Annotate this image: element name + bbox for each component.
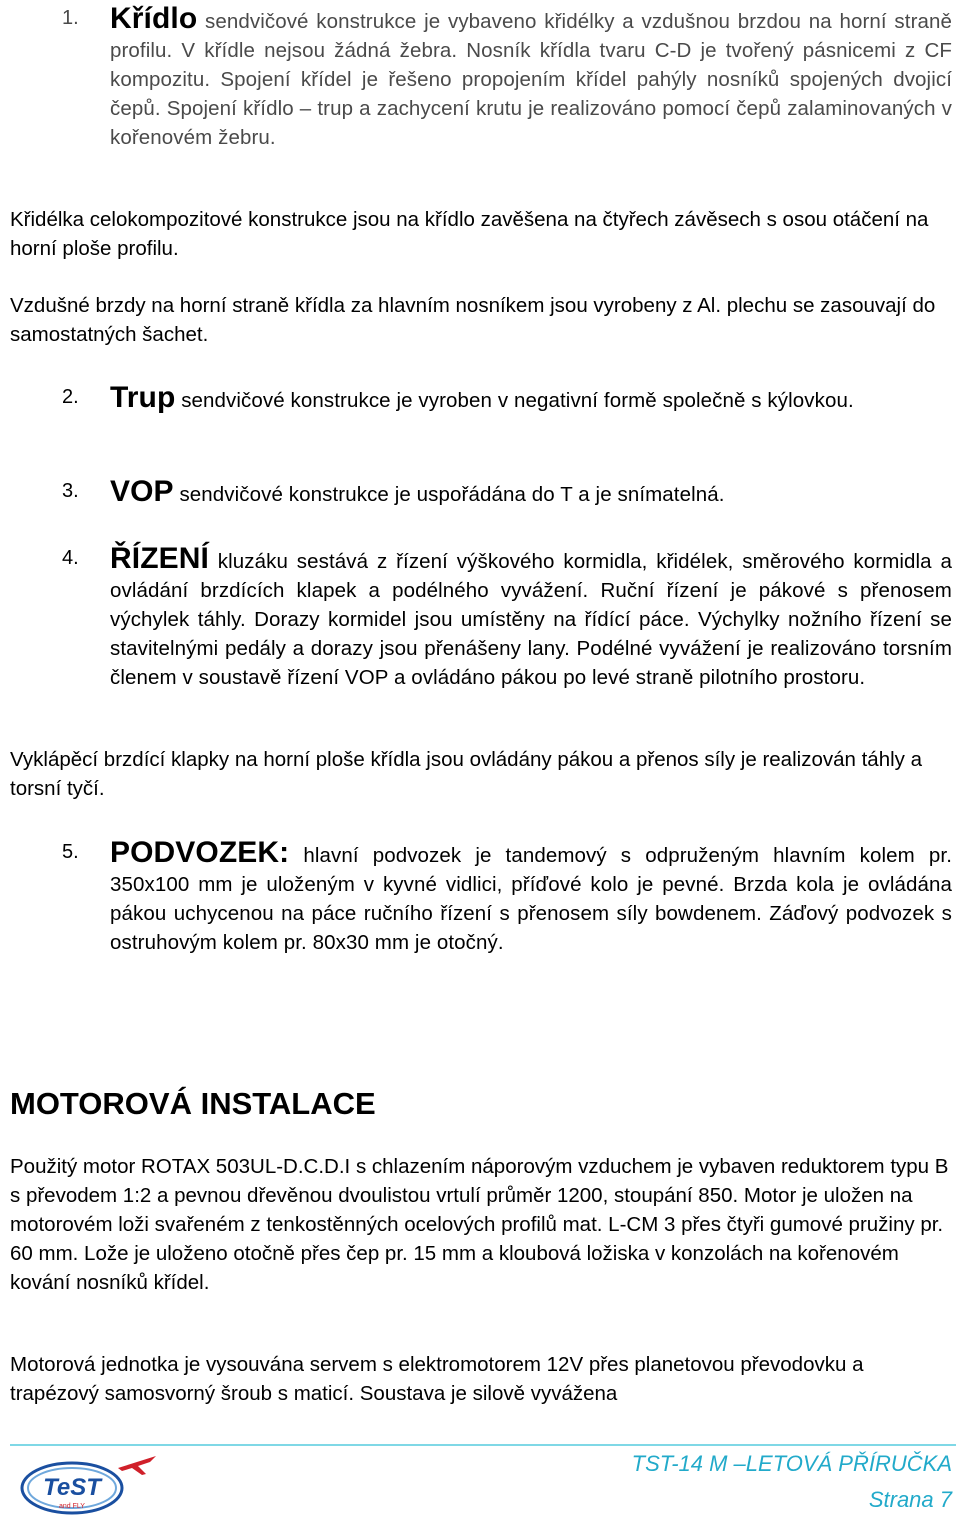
paragraph-ailerons: Křidélka celokompozitové konstrukce jsou na křídlo zavěšena na čtyřech závěsech s osou otáčení na horní ploše profilu.	[10, 208, 929, 260]
paragraph-motor-unit: Motorová jednotka je vysouvána servem s elektromotorem 12V přes planetovou převodovku a trapézový samosvorný šroub s maticí. Soustava je silově vyvážena	[10, 1353, 864, 1405]
item-number: 5.	[62, 841, 79, 863]
footer-rule	[10, 1444, 956, 1446]
item-landing-gear	[10, 838, 952, 957]
item-wing	[10, 4, 952, 152]
item-vop	[10, 477, 952, 509]
footer-title: TST-14 M –LETOVÁ PŘÍRUČKA	[631, 1451, 952, 1476]
item-controls	[10, 544, 952, 692]
item-heading: VOP	[110, 475, 174, 508]
item-heading: Křídlo	[110, 2, 198, 35]
item-heading: ŘÍZENÍ	[110, 542, 209, 575]
item-number: 3.	[62, 480, 79, 502]
item-heading: PODVOZEK:	[110, 836, 290, 869]
item-number: 2.	[62, 386, 79, 408]
item-number: 4.	[62, 547, 79, 569]
paragraph-air-brakes: Vzdušné brzdy na horní straně křídla za hlavním nosníkem jsou vyrobeny z Al. plechu se zasouvají do samostatných šachet.	[10, 294, 936, 346]
paragraph-flaps: Vyklápěcí brzdící klapky na horní ploše křídla jsou ovládány pákou a přenos síly je realizován táhly a torsní tyčí.	[10, 748, 922, 800]
airplane-icon	[118, 1456, 156, 1475]
logo-subtext: and FLY	[59, 1503, 85, 1510]
item-heading: Trup	[110, 381, 176, 414]
item-text: sendvičové konstrukce je vyroben v negativní formě společně s kýlovkou.	[175, 389, 854, 412]
item-text: sendvičové konstrukce je vybaveno křidélky a vzdušnou brzdou na horní straně profilu. V křídle nejsou žádná žebra. Nosník křídla tvaru C-D je tvořený pásnicemi z CF kompozitu. Spojení křídel je řešeno propojením křídel pahýly nosníků spojených dvojicí čepů. Spojení křídlo – trup a zachycení krutu je realizováno pomocí čepů zalaminovaných v kořenovém žebru.	[110, 10, 952, 149]
section-heading: MOTOROVÁ INSTALACE	[10, 1086, 376, 1121]
paragraph-motor-install: Použitý motor ROTAX 503UL-D.C.D.I s chlazením náporovým vzduchem je vybaven reduktorem typu B s převodem 1:2 a pevnou dřevěnou dvoulistou vrtulí průměr 1200, stoupání 850. Motor je uložen na motorovém loži svařeném z tenkostěnných ocelových profilů mat. L-CM 3 přes čtyři gumové pružiny pr. 60 mm. Lože je uloženo otočně přes čep pr. 15 mm a kloubová ložiska v konzolách na kořenovém kování nosníků křídel.	[10, 1155, 949, 1294]
item-fuselage	[10, 383, 952, 415]
item-number: 1.	[62, 7, 79, 29]
page-number: Strana 7	[868, 1487, 952, 1512]
item-text: hlavní podvozek je tandemový s odpruženým hlavním kolem pr. 350x100 mm je uloženým v kyvné vidlici, příďové kolo je pevné. Brzda kola je ovládána pákou uchycenou na páce ručního řízení s přenosem síly bowdenem. Záďový podvozek s ostruhovým kolem pr. 80x30 mm je otočný.	[110, 844, 952, 954]
item-text: sendvičové konstrukce je uspořádána do T a je snímatelná.	[173, 483, 725, 506]
item-text: kluzáku sestává z řízení výškového kormidla, křidélek, směrového kormidla a ovládání brzdících klapek a podélného vyvážení. Ruční řízení je pákové s přenosem výchylek táhly. Dorazy kormidel jsou umístěny na řídící páce. Výchylky nožního řízení se stavitelnými pedály a dorazy jsou přenášeny lany. Podélné vyvážení je realizováno torsním členem v soustavě řízení VOP a ovládáno pákou po levé straně pilotního prostoru.	[110, 550, 952, 689]
test-logo	[10, 1448, 160, 1518]
logo-text: TeST	[43, 1474, 101, 1501]
